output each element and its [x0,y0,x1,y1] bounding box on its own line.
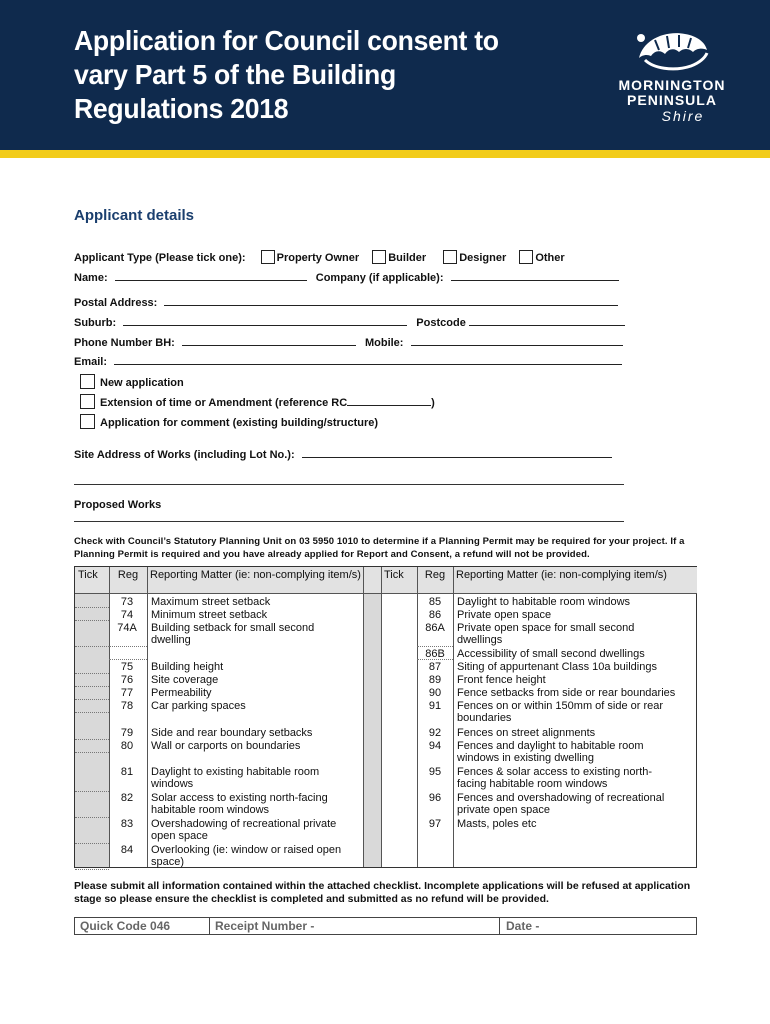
postal-field[interactable] [164,295,618,306]
matter-92: Fences on street alignments [457,727,596,739]
row-divider [75,791,109,792]
postcode-field[interactable] [469,315,625,326]
row-divider [75,673,109,674]
site-address-label: Site Address of Works (including Lot No.): [74,449,295,461]
suburb-field[interactable] [123,315,407,326]
matter-79: Side and rear boundary setbacks [151,727,313,739]
row-divider [75,817,109,818]
row-divider [75,607,109,608]
reg-79: 79 [120,727,134,739]
property-owner-checkbox[interactable] [261,250,275,264]
matter-76: Site coverage [151,674,219,686]
email-label: Email: [74,356,108,368]
other-label: Other [535,252,565,264]
matter-header-right: Reporting Matter (ie: non-complying item/s) [453,567,697,594]
reg-82: 82 [120,792,134,804]
row-divider [75,712,109,713]
divider [209,917,210,935]
applicant-type-label: Applicant Type (Please tick one): [74,252,246,264]
matter-74: Minimum street setback [151,609,268,621]
matter-94: Fences and daylight to habitable room windows in existing dwelling [457,740,644,764]
postal-label: Postal Address: [74,297,158,309]
divider [499,917,500,935]
shire-logo [592,26,752,136]
matter-74a: Building setback for small second dwelling [151,622,315,646]
comment-label: Application for comment (existing building/structure) [100,417,379,429]
mobile-field[interactable] [411,335,623,346]
new-application-checkbox[interactable] [80,374,95,389]
divider [381,567,382,867]
matter-89: Front fence height [457,674,546,686]
comment-checkbox[interactable] [80,414,95,429]
mobile-label: Mobile: [364,337,404,349]
matter-86b: Accessibility of small second dwellings [457,648,645,660]
matter-86a: Private open space for small second dwellings [457,622,635,646]
reg-75: 75 [120,661,134,673]
matter-86: Private open space [457,609,552,621]
reg-89: 89 [428,674,442,686]
extension-close: ) [431,397,435,409]
name-label: Name: [74,272,108,284]
matter-77: Permeability [151,687,212,699]
matter-91: Fences on or within 150mm of side or rear boundaries [457,700,664,724]
comment-option [80,414,378,429]
reg-95: 95 [428,766,442,778]
reg-81: 81 [120,766,134,778]
property-owner-label: Property Owner [276,252,360,264]
matter-header-left: Reporting Matter (ie: non-complying item/s) [147,567,385,594]
tick-column-right[interactable] [363,594,381,867]
designer-checkbox[interactable] [443,250,457,264]
name-row [74,270,619,285]
designer-label: Designer [459,252,507,264]
matter-73: Maximum street setback [151,596,271,608]
phone-label: Phone Number BH: [74,337,175,349]
date-label: Date - [506,919,540,933]
receipt-number-label: Receipt Number - [215,919,315,933]
reg-76: 76 [120,674,134,686]
site-address-row [74,447,612,462]
reg-77: 77 [120,687,134,699]
reg-96: 96 [428,792,442,804]
matter-97: Masts, poles etc [457,818,537,830]
proposed-works-label: Proposed Works [74,499,162,511]
matter-80: Wall or carports on boundaries [151,740,301,752]
reporting-matters-table [74,566,697,868]
row-divider [109,646,147,647]
row-divider [109,659,147,660]
matter-90: Fence setbacks from side or rear boundaries [457,687,676,699]
extension-option [80,394,435,409]
row-divider [75,620,109,621]
reg-87: 87 [428,661,442,673]
shell-icon [633,26,711,76]
matter-78: Car parking spaces [151,700,246,712]
reg-86: 86 [428,609,442,621]
extension-checkbox[interactable] [80,394,95,409]
company-field[interactable] [451,270,619,281]
company-label: Company (if applicable): [315,272,444,284]
suburb-row [74,315,625,330]
reg-74: 74 [120,609,134,621]
reg-78: 78 [120,700,134,712]
tick-header-right: Tick [381,567,417,594]
reg-86a: 86A [425,622,445,634]
site-address-line-2[interactable] [74,484,624,485]
row-divider [75,869,109,870]
matter-95: Fences & solar access to existing north-facing habitable room windows [457,766,653,790]
quick-code: Quick Code 046 [80,919,171,933]
reg-91: 91 [428,700,442,712]
submission-note: Please submit all information contained within the attached checklist. Incomplete applications will be refused at application stage so please ensure the checklist is completed and submitted as no refund will be provided. [74,880,691,905]
matter-81: Daylight to existing habitable room windows [151,766,320,790]
applicant-type-row [74,250,565,265]
reg-94: 94 [428,740,442,752]
reg-74a: 74A [117,622,137,634]
site-address-field[interactable] [302,447,612,458]
reg-84: 84 [120,844,134,856]
reg-73: 73 [120,596,134,608]
row-divider [75,646,109,647]
new-application-option [80,374,184,389]
matter-84: Overlooking (ie: window or raised open space) [151,844,342,868]
divider [147,567,148,867]
tick-column-left[interactable] [75,594,109,867]
page-title: Application for Council consent to vary Part 5 of the Building Regulations 2018 [74,25,499,124]
section-title-applicant: Applicant details [74,207,195,224]
row-divider [75,686,109,687]
matter-87: Siting of appurtenant Class 10a buildings [457,661,657,673]
logo-line-2: PENINSULA [627,92,717,108]
reg-83: 83 [120,818,134,830]
row-divider [75,739,109,740]
phone-field[interactable] [182,335,356,346]
builder-checkbox[interactable] [372,250,386,264]
tick-header-left: Tick [75,567,109,594]
suburb-label: Suburb: [74,317,117,329]
email-field[interactable] [114,354,622,365]
phone-row [74,335,623,350]
new-application-label: New application [100,377,184,389]
matter-82: Solar access to existing north-facing habitable room windows [151,792,328,816]
divider [363,567,364,867]
logo-line-3: Shire [661,108,705,124]
reg-90: 90 [428,687,442,699]
office-use-bar [74,917,697,935]
matter-83: Overshadowing of recreational private open space [151,818,337,842]
reg-85: 85 [428,596,442,608]
matter-75: Building height [151,661,224,673]
rc-reference-field[interactable] [347,395,431,406]
reg-92: 92 [428,727,442,739]
email-row [74,354,622,369]
reg-97: 97 [428,818,442,830]
other-checkbox[interactable] [519,250,533,264]
builder-label: Builder [388,252,427,264]
header-banner [0,0,770,150]
row-divider [75,843,109,844]
row-divider [75,699,109,700]
postal-row [74,295,618,310]
matter-85: Daylight to habitable room windows [457,596,631,608]
matter-96: Fences and overshadowing of recreational private open space [457,792,665,816]
extension-label: Extension of time or Amendment (reference RC [100,397,348,409]
reg-header-right: Reg [417,567,453,594]
header-stripe [0,150,770,158]
name-field[interactable] [115,270,307,281]
planning-permit-note: Check with Council’s Statutory Planning Unit on 03 5950 1010 to determine if a Planning Permit may be required for your project. If a Planning Permit is required and you have already applied for Report and Consent, a refund will not be provided. [74,536,685,560]
divider [453,567,454,867]
row-divider [417,646,453,647]
logo-line-1: MORNINGTON [618,77,726,93]
row-divider [75,752,109,753]
reg-header-left: Reg [109,567,147,594]
reg-80: 80 [120,740,134,752]
proposed-works-line[interactable] [74,521,624,522]
reg-86b: 86B [425,648,445,660]
postcode-label: Postcode [416,317,466,329]
